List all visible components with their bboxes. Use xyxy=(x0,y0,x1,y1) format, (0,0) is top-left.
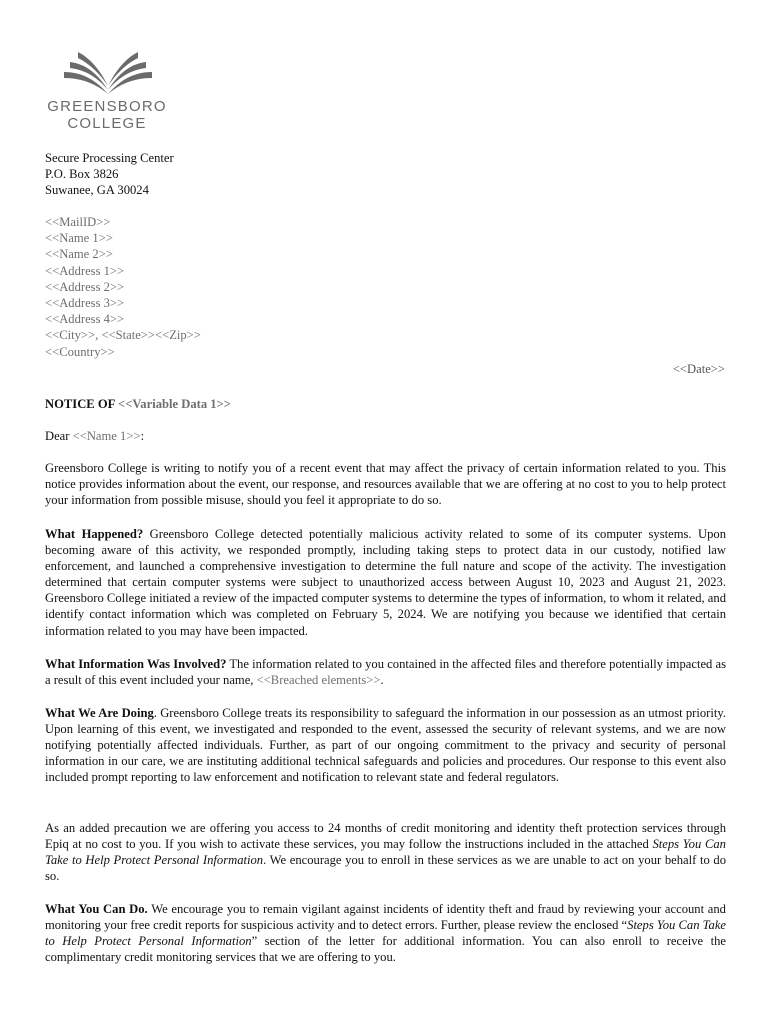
notice-prefix: NOTICE OF xyxy=(45,397,119,411)
what-info-text: The information related to you contained in the affected files and therefore potentially impacted as a result of this event included your name, xyxy=(45,657,726,688)
college-logo xyxy=(46,50,168,132)
recipient-name2: <<Name 2>> xyxy=(45,247,113,262)
breached-elements-variable: <<Breached elements>> xyxy=(256,673,381,688)
salutation xyxy=(45,428,144,444)
what-you-can-do-text2: ” section of the letter for additional information. You can also enroll to receive the complimentary credit monitoring services that we are offering to you. xyxy=(45,934,726,965)
what-you-can-do-italic: Steps You Can Take to Help Protect Personal Information xyxy=(45,918,726,949)
recipient-mail-id: <<MailID>> xyxy=(45,215,111,229)
recipient-name1: <<Name 1>> xyxy=(45,231,113,246)
sender-address xyxy=(45,150,174,199)
intro-paragraph: Greensboro College is writing to notify you of a recent event that may affect the privacy of certain information related to you. This notice provides information about the event, our response, and resources available that we are offering at no cost to you to help protect your information from possible misuse, should you feel it appropriate to do so. xyxy=(45,461,726,508)
precaution-italic: Steps You Can Take to Help Protect Personal Information xyxy=(45,837,726,868)
what-happened-paragraph xyxy=(45,526,726,639)
precaution-paragraph xyxy=(45,820,726,884)
recipient-address1: <<Address 1>> xyxy=(45,263,125,278)
what-happened-heading: What Happened? xyxy=(45,527,144,541)
precaution-text2: . We encourage you to enroll in these services as we are unable to act on your behalf to do so. xyxy=(45,853,726,884)
what-you-can-do-heading: What You Can Do. xyxy=(45,902,148,916)
notice-heading xyxy=(45,396,231,412)
salutation-prefix: Dear xyxy=(45,429,73,443)
precaution-text1: As an added precaution we are offering you access to 24 months of credit monitoring and identity theft protection services through Epiq at no cost to you. If you wish to activate these services, you may follow the instructions included in the attached xyxy=(45,821,726,852)
recipient-address3: <<Address 3>> xyxy=(45,296,125,311)
recipient-address4: <<Address 4>> xyxy=(45,312,125,327)
recipient-address2: <<Address 2>> xyxy=(45,279,125,294)
notice-variable: <<Variable Data 1>> xyxy=(118,397,231,411)
what-happened-text: Greensboro College detected potentially malicious activity related to some of its computer systems. Upon becoming aware of this activity, we responded promptly, including taking steps to protect data in our custody, notified law enforcement, and launched a comprehensive investigation to determine the full nature and scope of the activity. The investigation determined that certain computer systems were subject to unauthorized access between August 10, 2023 and August 21, 2023. Greensboro College initiated a review of the impacted computer systems to determine the types of information, to whom it related, and identify contact information which was completed on February 5, 2024. We are notifying you because we identified that certain information related to you may have been impacted. xyxy=(45,527,727,638)
logo-text-line1: GREENSBORO xyxy=(47,98,167,115)
what-doing-text: . Greensboro College treats its responsibility to safeguard the information in our possession as an utmost priority. Upon learning of this event, we investigated and responded to the event, assessed the security of relevant systems, and we are now notifying potentially affected individuals. Further, as part of our ongoing commitment to the privacy and security of personal information in our care, we are instituting additional technical safeguards and policies and procedures. Our response to this event also included prompt reporting to law enforcement and notification to relevant state and federal regulators. xyxy=(45,706,726,785)
recipient-country: <<Country>> xyxy=(45,344,115,359)
salutation-name: <<Name 1>> xyxy=(72,429,141,443)
recipient-address xyxy=(45,214,201,360)
what-you-can-do-text1: We encourage you to remain vigilant against incidents of identity theft and fraud by reviewing your account and monitoring your free credit reports for suspicious activity and to detect errors. Further, please review the enclosed “ xyxy=(45,902,726,933)
recipient-city-state-zip: <<City>>, <<State>><<Zip>> xyxy=(45,328,201,343)
what-info-paragraph xyxy=(45,656,726,688)
what-info-end: . xyxy=(380,673,384,688)
what-info-heading: What Information Was Involved? xyxy=(45,657,227,671)
sender-line: Suwanee, GA 30024 xyxy=(45,183,149,198)
sender-line: P.O. Box 3826 xyxy=(45,167,119,182)
what-doing-paragraph xyxy=(45,705,726,785)
logo-text-line2: COLLEGE xyxy=(67,115,147,132)
open-book-icon xyxy=(62,50,154,96)
salutation-suffix: : xyxy=(140,429,145,443)
what-doing-heading: What We Are Doing xyxy=(45,706,154,720)
sender-line: Secure Processing Center xyxy=(45,151,174,165)
what-you-can-do-paragraph xyxy=(45,901,726,965)
letter-date: <<Date>> xyxy=(672,362,725,376)
